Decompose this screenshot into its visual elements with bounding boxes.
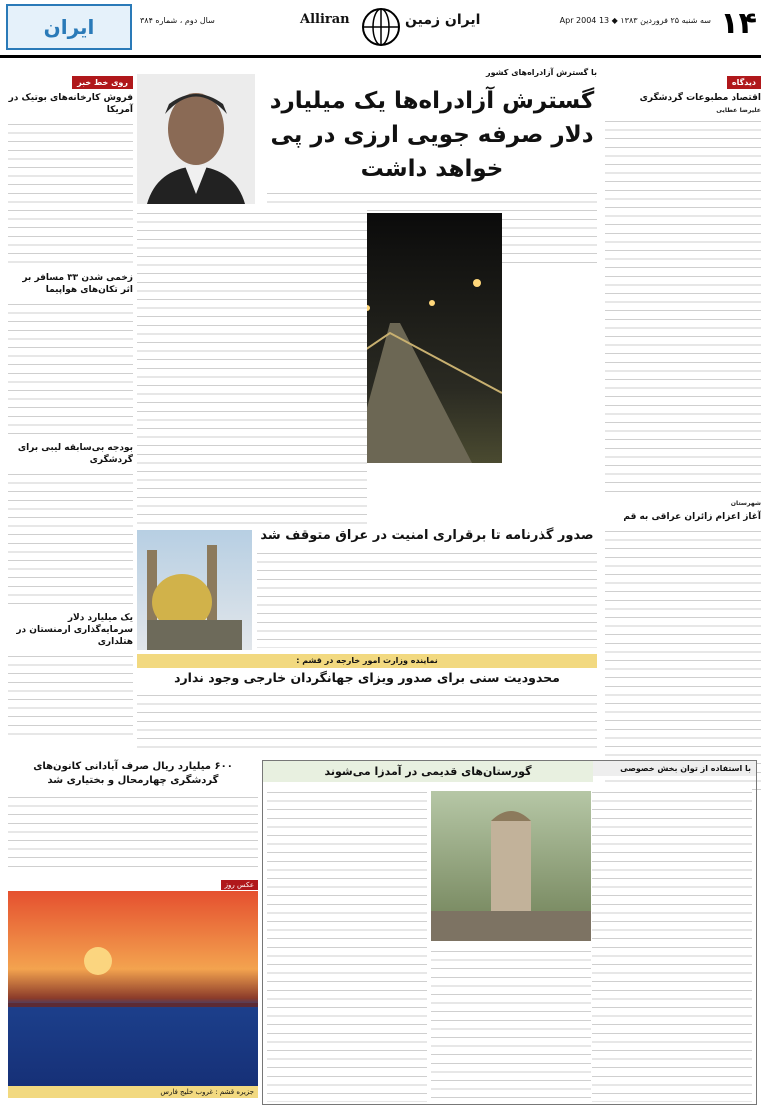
visa-headline: محدودیت سنی برای صدور ویزای جهانگردان خارجی وجود ندارد	[174, 670, 560, 685]
globe-icon	[360, 6, 402, 48]
left-body-1	[8, 119, 133, 269]
mid-story	[137, 528, 597, 653]
section-title: ایران زمین	[405, 12, 481, 28]
second-body	[605, 526, 761, 796]
visa-body	[137, 690, 597, 755]
page-header	[0, 0, 761, 58]
bottom-right-headline: گورستان‌های قدیمی در آمدزا می‌شوند	[263, 761, 593, 782]
left-item-3: بودجه بی‌سابقه لیبی برای گردشگری	[17, 443, 133, 465]
opinion-body	[605, 116, 761, 496]
portrait-photo	[137, 74, 255, 204]
cemetery-photo	[431, 791, 591, 941]
opinion-title: اقتصاد مطبوعات گردشگری	[639, 93, 761, 103]
left-item-1: فروش کارخانه‌های بوتیک در آمریکا	[8, 93, 133, 115]
mid-headline: صدور گذرنامه تا برقراری امنیت در عراق متوقف شد	[260, 528, 594, 543]
main-kicker: با گسترش آزادراه‌های کشور	[486, 68, 597, 77]
photo-of-day-tag: عکس روز	[221, 880, 258, 890]
bottom-left-body	[8, 792, 258, 872]
bottom-left-story	[8, 760, 258, 1100]
second-kicker: شهرستان	[730, 499, 761, 507]
page-number: ۱۴	[720, 6, 757, 41]
newspaper-logo: ایران	[6, 4, 132, 50]
banner-kicker: نماینده وزارت امور خارجه در قشم :	[296, 656, 438, 665]
bottom-right-kicker: با استفاده از توان بخش خصوصی	[591, 761, 756, 776]
right-column	[605, 70, 761, 770]
alliran-label: Alliran	[300, 12, 350, 27]
photo-credit: جزیره قشم : غروب خلیج فارس	[8, 1086, 258, 1098]
left-item-2: زخمی شدن ۳۳ مسافر بر اثر تکان‌های هواپیما	[22, 273, 133, 295]
left-body-2	[8, 299, 133, 439]
bottom-right-story	[262, 760, 757, 1105]
cemetery-body-right	[592, 787, 752, 1102]
cemetery-body-mid	[431, 946, 591, 1102]
left-item-4: یک میلیارد دلار سرمایه‌گذاری ارمنستان در هتلداری	[16, 613, 133, 647]
left-column	[8, 70, 133, 770]
news-tag: روی خط خبر	[72, 76, 133, 89]
header-date: سه شنبه ۲۵ فروردین ۱۳۸۳ ◆ 13 Apr 2004	[559, 16, 711, 25]
mid-body	[257, 548, 597, 648]
bottom-left-headline: ۶۰۰ میلیارد ریال صرف آبادانی کانون‌های گردشگری چهارمحال و بختیاری شد	[33, 761, 233, 786]
main-headline: گسترش آزادراه‌ها یک میلیارد دلار صرفه جویی ارزی در پی خواهد داشت	[269, 88, 595, 182]
main-body-left	[137, 208, 367, 528]
column-tag: دیدگاه	[727, 76, 761, 89]
banner-strip	[137, 654, 597, 668]
cemetery-body-left	[267, 787, 427, 1102]
shrine-photo	[137, 530, 252, 650]
issue-number: سال دوم ، شماره ۳۸۴	[140, 16, 215, 25]
second-title: آغاز اعزام زائران عراقی به قم	[623, 512, 761, 523]
opinion-author: علیرضا عطایی	[716, 107, 761, 114]
main-story	[137, 68, 597, 528]
left-body-4	[8, 651, 133, 741]
left-body-3	[8, 469, 133, 609]
sunset-photo	[8, 891, 258, 1086]
